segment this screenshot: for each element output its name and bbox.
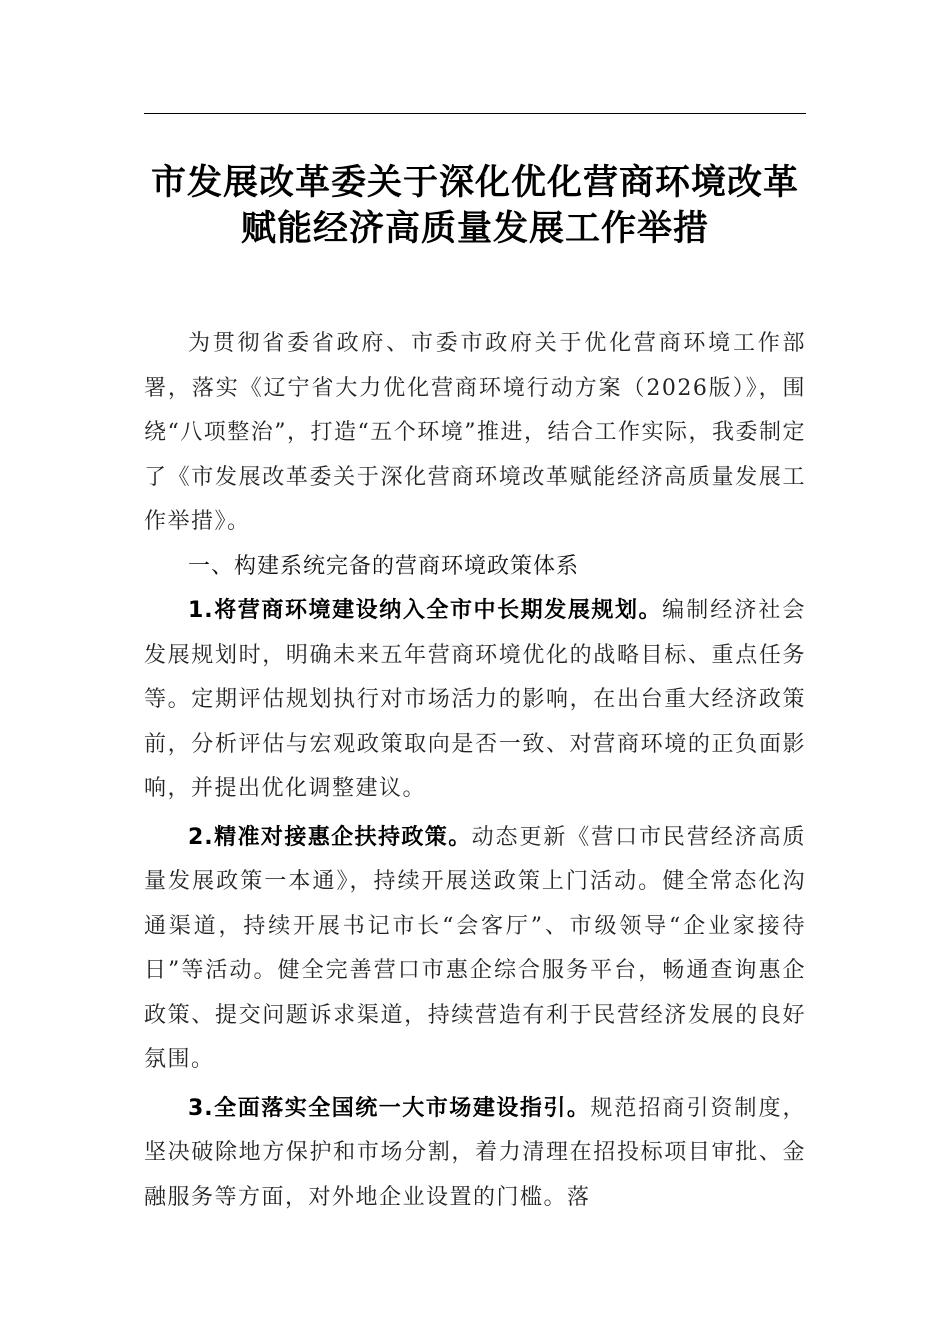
item-text: 规范招商引资制度，坚决破除地方保护和市场分割，着力清理在招投标项目审批、金融服务等方面，对外地企业设置的门槛。落 — [144, 1095, 806, 1210]
title-line-1: 市发展改革委关于深化优化营商环境改革 — [150, 163, 799, 203]
item-lead: 2.精准对接惠企扶持政策。 — [188, 824, 472, 850]
section-heading: 一、构建系统完备的营商环境政策体系 — [188, 553, 580, 579]
list-item — [144, 816, 806, 1083]
item-lead: 3.全面落实全国统一大市场建设指引。 — [188, 1095, 591, 1121]
header-rule — [144, 113, 806, 114]
list-item — [144, 589, 806, 812]
document-body — [144, 322, 806, 1220]
item-lead: 1.将营商环境建设纳入全市中长期发展规划。 — [188, 598, 663, 623]
item-text: 动态更新《营口市民营经济高质量发展政策一本通》，持续开展送政策上门活动。健全常态化沟通渠道，持续开展书记市长“会客厅”、市级领导“企业家接待日”等活动。健全完善营口市惠企综合服务平台，畅通查询惠企政策、提交问题诉求渠道，持续营造有利于民营经济发展的良好氛围。 — [144, 824, 806, 1072]
item-text: 编制经济社会发展规划时，明确未来五年营商环境优化的战略目标、重点任务等。定期评估规划执行对市场活力的影响，在出台重大经济政策前，分析评估与宏观政策取向是否一致、对营商环境的正负面影响，并提出优化调整建议。 — [144, 598, 806, 801]
intro-paragraph: 为贯彻省委省政府、市委市政府关于优化营商环境工作部署，落实《辽宁省大力优化营商环境行动方案（2026版）》，围绕“八项整治”，打造“五个环境”推进，结合工作实际，我委制定了《市发展改革委关于深化营商环境改革赋能经济高质量发展工作举措》。 — [144, 331, 806, 534]
title-line-2: 赋能经济高质量发展工作举措 — [240, 209, 709, 249]
document-title — [144, 160, 806, 252]
list-item — [144, 1087, 806, 1221]
